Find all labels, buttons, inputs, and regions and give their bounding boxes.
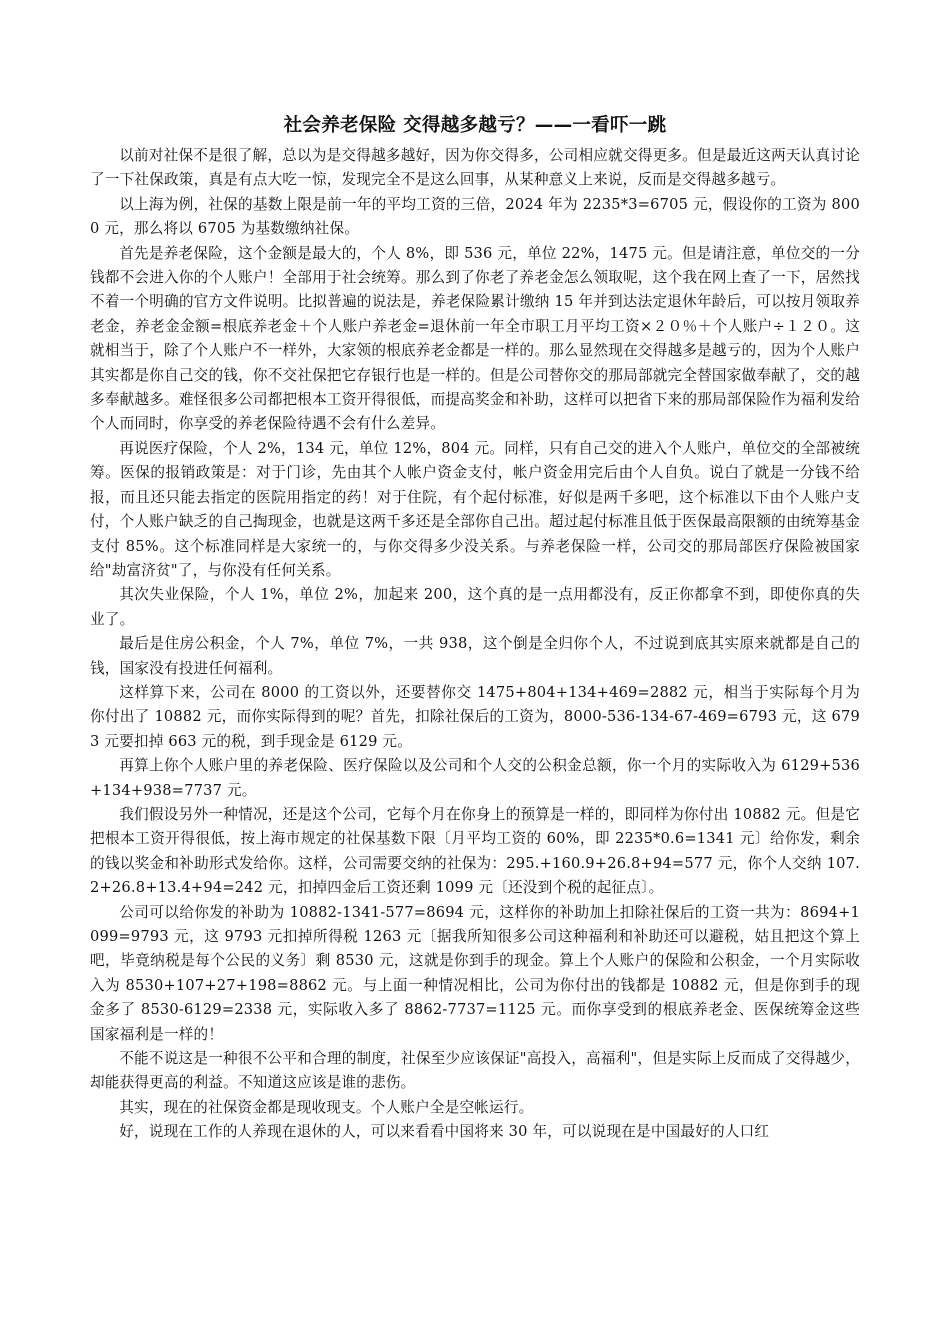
paragraph: 最后是住房公积金，个人 7%，单位 7%，一共 938，这个倒是全归你个人，不过说到底其实原来就都是自己的钱，国家没有投进任何福利。 [90, 635, 860, 677]
paragraph: 以前对社保不是很了解，总以为是交得越多越好，因为你交得多，公司相应就交得更多。但是最近这两天认真讨论了一下社保政策，真是有点大吃一惊，发现完全不是这么回事，从某种意义上来说，反而是交得越多越亏。 [90, 147, 860, 189]
paragraph: 公司可以给你发的补助为 10882-1341-577=8694 元，这样你的补助加上扣除社保后的工资一共为：8694+1099=9793 元，这 9793 元扣掉所得税 1263 元〔据我所知很多公司这种福利和补助还可以避税，姑且把这个算上吧，毕竟纳税是每个公民的义务〕剩 8530 元，这就是你到手的现金。算上个人账户的保险和公积金，一个月实际收入为 8530+107+27+198=8862 元。与上面一种情况相比，公司为你付出的钱都是 10882 元，但是你到手的现金多了 8530-6129=2338 元，实际收入多了 8862-7737=1125 元。而你享受到的根底养老金、医保统筹金这些国家福利是一样的！ [90, 903, 860, 1043]
paragraph: 其实，现在的社保资金都是现收现支。个人账户全是空帐运行。 [119, 1098, 534, 1116]
paragraph: 这样算下来，公司在 8000 的工资以外，还要替你交 1475+804+134+469=2882 元，相当于实际每个月为你付出了 10882 元，而你实际得到的呢？首先，扣除社保后的工资为，8000-536-134-67-469=6793 元，这 6793 元要扣掉 663 元的税，到手现金是 6129 元。 [90, 683, 860, 750]
paragraph: 好，说现在工作的人养现在退休的人，可以来看看中国将来 30 年，可以说现在是中国最好的人口红 [119, 1123, 770, 1141]
paragraph: 以上海为例，社保的基数上限是前一年的平均工资的三倍，2024 年为 2235*3=6705 元，假设你的工资为 8000 元，那么将以 6705 为基数缴纳社保。 [90, 195, 860, 238]
paragraph: 我们假设另外一种情况，还是这个公司，它每个月在你身上的预算是一样的，即同样为你付出 10882 元。但是它把根本工资开得很低，按上海市规定的社保基数下限〔月平均工资的 60%，即 2235*0.6=1341 元〕给你发，剩余的钱以奖金和补助形式发给你。这样，公司需要交纳的社保为：295.+160.9+26.8+94=577 元，你个人交纳 107.2+26.8+13.4+94=242 元，扣掉四金后工资还剩 1099 元〔还没到个税的起征点〕。 [90, 805, 860, 897]
paragraph: 再算上你个人账户里的养老保险、医疗保险以及公司和个人交的公积金总额，你一个月的实际收入为 6129+536+134+938=7737 元。 [90, 757, 860, 799]
paragraph: 不能不说这是一种很不公平和合理的制度，社保至少应该保证"高投入，高福利"，但是实际上反而成了交得越少，却能获得更高的利益。不知道这应该是谁的悲伤。 [90, 1050, 860, 1092]
paragraph: 首先是养老保险，这个金额是最大的，个人 8%，即 536 元，单位 22%，1475 元。但是请注意，单位交的一分钱都不会进入你的个人账户！全部用于社会统筹。那么到了你老了养老金怎么领取呢，这个我在网上查了一下，居然找不着一个明确的官方文件说明。比拟普遍的说法是，养老保险累计缴纳 15 年并到达法定退休年龄后，可以按月领取养老金，养老金金额=根底养老金＋个人账户养老金=退休前一年全市职工月平均工资×２０％＋个人账户÷１２０。这就相当于，除了个人账户不一样外，大家领的根底养老金都是一样的。那么显然现在交得越多是越亏的，因为个人账户其实都是你自己交的钱，你不交社保把它存银行也是一样的。但是公司替你交的那局部就完全替国家做奉献了，交的越多奉献越多。难怪很多公司都把根本工资开得很低，而提高奖金和补助，这样可以把省下来的那局部保险作为福利发给个人而同时，你享受的养老保险待遇不会有什么差异。 [90, 244, 860, 433]
document-title: 社会养老保险 交得越多越亏？——一看吓一跳 [283, 115, 667, 136]
paragraph: 再说医疗保险，个人 2%，134 元，单位 12%，804 元。同样，只有自己交的进入个人账户，单位交的全部被统筹。医保的报销政策是：对于门诊，先由其个人帐户资金支付，帐户资金用完后由个人自负。说白了就是一分钱不给报，而且还只能去指定的医院用指定的药！对于住院，有个起付标准，好似是两千多吧，这个标准以下由个人账户支付，个人账户缺乏的自己掏现金，也就是这两千多还是全部你自己出。超过起付标准且低于医保最高限额的由统筹基金支付 85%。这个标准同样是大家统一的，与你交得多少没关系。与养老保险一样，公司交的那局部医疗保险被国家给"劫富济贫"了，与你没有任何关系。 [90, 439, 860, 579]
document-page [90, 112, 860, 1145]
paragraph: 其次失业保险，个人 1%，单位 2%，加起来 200，这个真的是一点用都没有，反正你都拿不到，即使你真的失业了。 [90, 586, 860, 628]
